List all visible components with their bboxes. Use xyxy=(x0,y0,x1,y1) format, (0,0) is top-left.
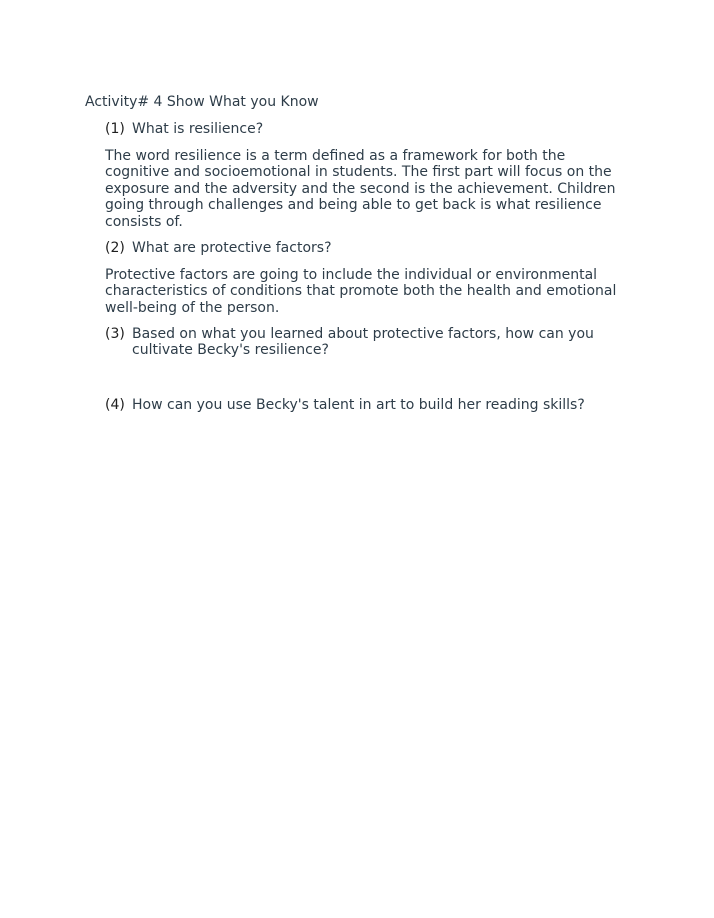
question-1 xyxy=(105,121,625,137)
question-text: What is resilience? xyxy=(132,121,264,137)
question-number: (2) xyxy=(105,240,125,256)
activity-title: Activity# 4 Show What you Know xyxy=(85,94,319,110)
question-text: Based on what you learned about protective factors, how can you cultivate Becky's resilience? xyxy=(132,326,594,358)
question-number: (3) xyxy=(105,326,125,342)
question-3 xyxy=(105,326,605,358)
question-number: (1) xyxy=(105,121,125,137)
answer-2: Protective factors are going to include the individual or environmental characteristics of conditions that promote both the health and emotional well-being of the person. xyxy=(105,267,617,316)
question-4 xyxy=(105,397,645,413)
question-number: (4) xyxy=(105,397,125,413)
question-2 xyxy=(105,240,625,256)
answer-1: The word resilience is a term defined as a framework for both the cognitive and socioemotional in students. The first part will focus on the exposure and the adversity and the second is the achievement. Children going through challenges and being able to get back is what resilience consists of. xyxy=(105,148,616,230)
question-text: What are protective factors? xyxy=(132,240,332,256)
question-text: How can you use Becky's talent in art to build her reading skills? xyxy=(132,397,585,413)
